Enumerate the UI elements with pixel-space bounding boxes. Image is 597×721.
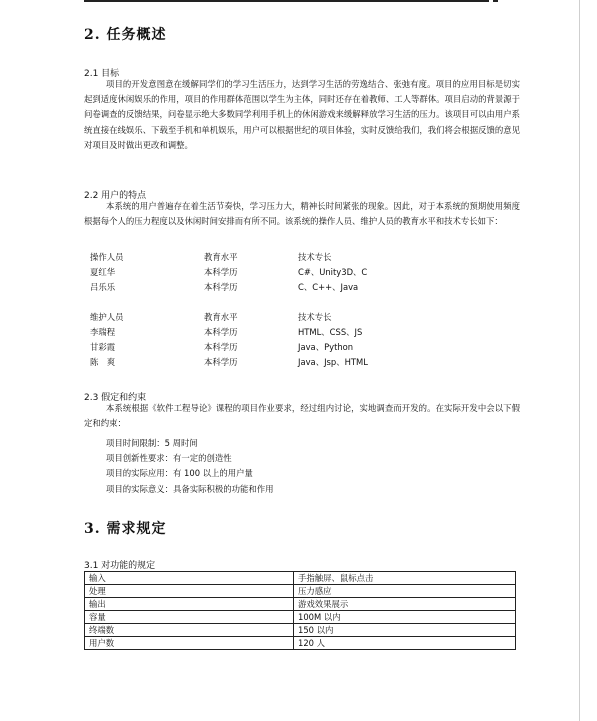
cell: 技术专长 (298, 312, 332, 322)
cell: C#、Unity3D、C (298, 267, 368, 277)
table-cell: 150 以内 (294, 624, 516, 637)
cell: 教育水平 (204, 252, 238, 262)
table-row (85, 585, 516, 598)
cell: Java、Python (298, 342, 354, 352)
table-cell: 终端数 (85, 624, 294, 637)
cell: 维护人员 (90, 312, 124, 322)
page-edge (579, 0, 580, 721)
section-3-title: 3. 需求规定 (84, 521, 167, 537)
cell: 夏红华 (90, 267, 116, 277)
header-rule-end (493, 0, 498, 2)
cell: Java、Jsp、HTML (298, 357, 368, 367)
table-cell: 手指触屏、鼠标点击 (294, 572, 516, 585)
table-row (85, 637, 516, 650)
table-cell: 120 人 (294, 637, 516, 650)
assumption-item: 项目时间限制：5 周时间 (106, 438, 198, 448)
cell: 本科学历 (204, 282, 238, 292)
table-cell: 容量 (85, 611, 294, 624)
assumption-item: 项目的实际意义：具备实际积极的功能和作用 (106, 484, 274, 494)
table-cell: 用户数 (85, 637, 294, 650)
header-rule (84, 0, 489, 2)
assumptions-heading: 2.3 假定和约束 (84, 393, 147, 403)
cell: 教育水平 (204, 312, 238, 322)
cell: 本科学历 (204, 267, 238, 277)
cell: C、C++、Java (298, 282, 359, 292)
function-requirements-table (84, 571, 516, 650)
assumptions-paragraph: 本系统根据《软件工程导论》课程的项目作业要求，经过组内讨论，实地调查而开发的。在实际开发中会以下假定和约束： (84, 403, 520, 429)
goal-paragraph: 项目的开发意图意在缓解同学们的学习生活压力，达到学习生活的劳逸结合、张弛有度。项目的应用目标是切实起到适度休闲娱乐的作用，项目的作用群体范围以学生为主体，同时还存在着教师、工人等群体。项目启动的背景源于问卷调查的反馈结果，问卷显示绝大多数同学利用手机上的休闲游戏来缓解释放学习生活的压力。该项目可以由用户系统直接在线娱乐、下载至手机和单机娱乐，用户可以根据世纪的项目体验，实时反馈给我们，我们将会根据反馈的意见对项目及时做出更改和调整。 (84, 79, 520, 150)
table-cell: 压力感应 (294, 585, 516, 598)
users-paragraph: 本系统的用户普遍存在着生活节奏快，学习压力大，精神长时间紧张的现象。因此，对于本系统的预期使用频度根据每个人的压力程度以及休闲时间安排而有所不同。该系统的操作人员、维护人员的教育水平和技术专长如下： (84, 201, 520, 227)
table-row (85, 624, 516, 637)
cell: 本科学历 (204, 342, 238, 352)
func-heading: 3.1 对功能的规定 (84, 561, 156, 571)
table-row (85, 611, 516, 624)
cell: 吕乐乐 (90, 282, 116, 292)
assumption-item: 项目创新性要求：有一定的创造性 (106, 453, 232, 463)
cell: 李瑞程 (90, 327, 116, 337)
table-row (85, 572, 516, 585)
table-row (85, 598, 516, 611)
assumption-item: 项目的实际应用：有 100 以上的用户量 (106, 468, 253, 478)
cell: 甘彩霞 (90, 342, 116, 352)
cell: 陈 爽 (90, 357, 116, 367)
cell: HTML、CSS、JS (298, 327, 363, 337)
section-2-title: 2. 任务概述 (84, 27, 167, 43)
cell: 操作人员 (90, 252, 124, 262)
table-cell: 输入 (85, 572, 294, 585)
cell: 技术专长 (298, 252, 332, 262)
table-cell: 游戏效果展示 (294, 598, 516, 611)
cell: 本科学历 (204, 327, 238, 337)
table-cell: 100M 以内 (294, 611, 516, 624)
users-heading: 2.2 用户的特点 (84, 191, 147, 201)
goal-heading: 2.1 目标 (84, 69, 120, 79)
cell: 本科学历 (204, 357, 238, 367)
table-cell: 处理 (85, 585, 294, 598)
table-cell: 输出 (85, 598, 294, 611)
